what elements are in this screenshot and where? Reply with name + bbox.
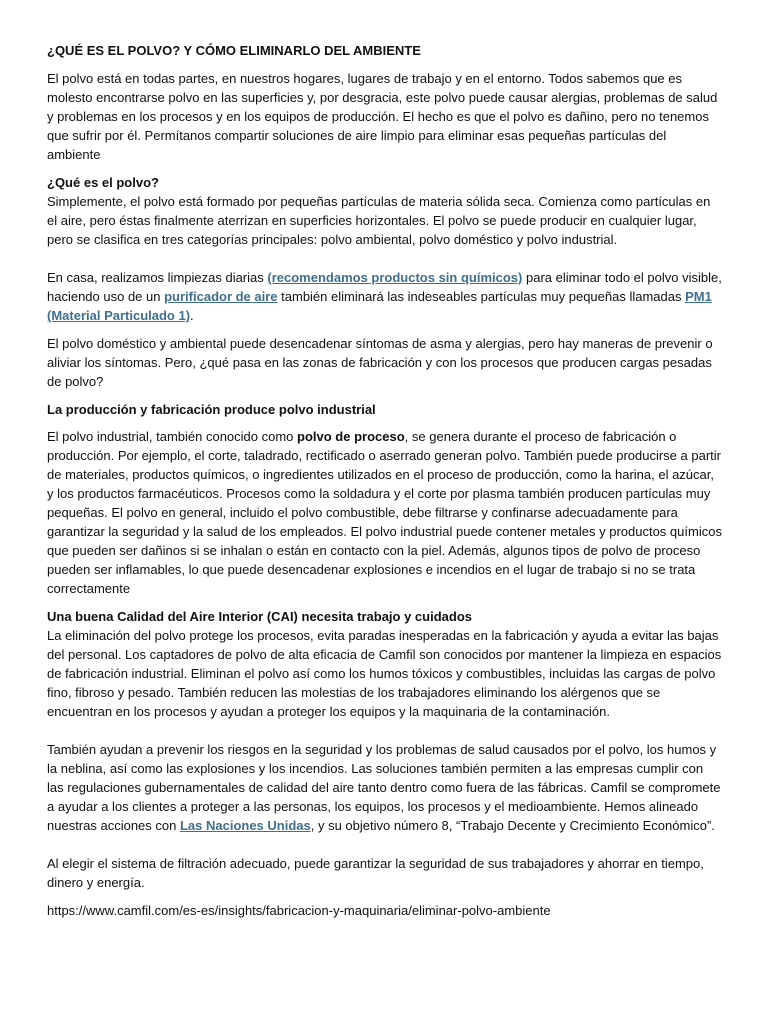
home-text-1: En casa, realizamos limpiezas diarias: [47, 270, 268, 285]
safety-text-2: , y su objetivo número 8, “Trabajo Decente y Crecimiento Económico”.: [310, 818, 715, 833]
industrial-dust-paragraph: [47, 427, 722, 598]
asthma-paragraph: El polvo doméstico y ambiental puede desencadenar síntomas de asma y alergias, pero hay maneras de prevenir o aliviar los síntomas. Pero, ¿qué pasa en las zonas de fabricación y con los procesos que producen cargas pesadas de polvo?: [47, 336, 713, 389]
conclusion-paragraph: Al elegir el sistema de filtración adecuado, puede garantizar la seguridad de sus trabajadores y ahorrar en tiempo, dinero y energía.: [47, 856, 704, 890]
section-heading-what-is-dust: ¿Qué es el polvo?: [47, 175, 159, 190]
industrial-text-1: El polvo industrial, también conocido como: [47, 429, 298, 444]
process-dust-term: polvo de proceso: [297, 429, 405, 444]
industrial-text-2: , se genera durante el proceso de fabricación o producción. Por ejemplo, el corte, taladrado, rectificado o aserrado generan polvo. También puede producirse a partir de materiales, productos químicos, o ingredientes utilizados en el proceso de producción, como la harina, el azúcar, y los productos farmacéuticos. Procesos como la soldadura y el corte por plasma también producen partículas muy pequeñas. El polvo en general, incluido el polvo combustible, debe filtrarse y confinarse adecuadamente para garantizar la seguridad y la salud de los empleados. El polvo industrial puede contener metales y productos químicos que pueden ser dañinos si se inhalan o están en contacto con la piel. Además, algunos tipos de polvo de proceso pueden ser inflamables, lo que puede desencadenar explosiones e incendios en el lugar de trabajo si no se trata correctamente: [47, 429, 722, 596]
source-url: https://www.camfil.com/es-es/insights/fabricacion-y-maquinaria/eliminar-polvo-ambiente: [47, 903, 551, 918]
intro-paragraph: El polvo está en todas partes, en nuestros hogares, lugares de trabajo y en el entorno. Todos sabemos que es molesto encontrarse polvo en las superficies y, por desgracia, este polvo puede causar alergias, problemas de salud y problemas en los procesos y en los equipos de producción. El hecho es que el polvo es dañino, pero no tenemos que sufrir por él. Permítanos compartir soluciones de aire limpio para eliminar esas pequeñas partículas del ambiente: [47, 71, 718, 162]
united-nations-link[interactable]: Las Naciones Unidas: [179, 818, 311, 833]
home-text-3: también eliminará las indeseables partículas muy pequeñas llamadas: [277, 289, 686, 304]
what-is-dust-paragraph: Simplemente, el polvo está formado por pequeñas partículas de materia sólida seca. Comienza como partículas en el aire, pero éstas finalmente aterrizan en superficies horizontales. El polvo se puede producir en cualquier lugar, pero se clasifica en tres categorías principales: polvo ambiental, polvo doméstico y polvo industrial.: [47, 194, 711, 247]
indoor-air-quality-paragraph: La eliminación del polvo protege los procesos, evita paradas inesperadas en la fabricación y ayuda a evitar las bajas del personal. Los captadores de polvo de alta eficacia de Camfil son conocidos por mantener la limpieza en espacios de fabricación industrial. Eliminan el polvo así como los humos tóxicos y combustibles, incluidas las cargas de polvo fino, fibroso y pesado. También reducen las molestias de los trabajadores eliminando los alérgenos que se encuentran en los procesos y ayudan a proteger los equipos y la maquinaria de la contaminación.: [47, 628, 722, 719]
home-text-4: .: [190, 308, 194, 323]
home-text-2: para eliminar todo el polvo visible, haciendo uso de un: [47, 270, 722, 304]
safety-text-1: También ayudan a prevenir los riesgos en la seguridad y los problemas de salud causados por el polvo, los humos y la neblina, así como las explosiones y los incendios. Las soluciones también permiten a las empresas cumplir con las regulaciones gubernamentales de calidad del aire tanto dentro como fuera de las fábricas. Camfil se compromete a ayudar a los clientes a proteger a las personas, los equipos, los procesos y el medioambiente. Hemos alineado nuestras acciones con: [47, 742, 721, 833]
document-title: ¿QUÉ ES EL POLVO? Y CÓMO ELIMINARLO DEL AMBIENTE: [47, 43, 421, 58]
section-heading-indoor-air-quality: Una buena Calidad del Aire Interior (CAI) necesita trabajo y cuidados: [47, 609, 473, 624]
home-cleaning-paragraph: [47, 268, 722, 325]
chemical-free-products-link[interactable]: (recomendamos productos sin químicos): [267, 270, 523, 285]
pm1-link[interactable]: PM1 (Material Particulado 1): [47, 289, 712, 323]
safety-paragraph: [47, 740, 722, 835]
section-heading-industrial-dust: La producción y fabricación produce polvo industrial: [47, 402, 376, 417]
air-purifier-link[interactable]: purificador de aire: [164, 289, 278, 304]
